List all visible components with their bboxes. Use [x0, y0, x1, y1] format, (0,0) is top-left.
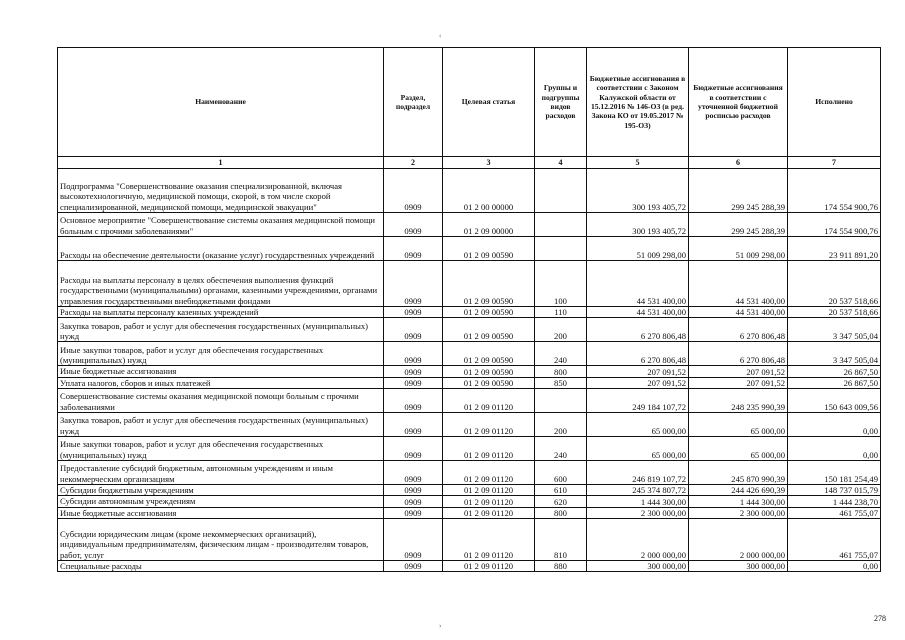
row-section: 0909 [384, 507, 443, 518]
column-header-law: Бюджетные ассигнования в соответствии с Законом Калужской области от 15.12.2016 № 146-ОЗ (в ред. Закона КО от 19.05.2017 № 195-ОЗ) [587, 48, 689, 157]
row-done-amount: 148 737 015,79 [788, 484, 881, 495]
row-name: Расходы на обеспечение деятельности (оказание услуг) государственных учреждений [58, 237, 384, 261]
row-done-amount: 0,00 [788, 436, 881, 460]
row-target: 01 2 09 00590 [443, 237, 535, 261]
row-plan-amount: 44 531 400,00 [689, 261, 788, 307]
row-name: Основное мероприятие "Совершенствование системы оказания медицинской помощи больным с прочими заболеваниями" [58, 213, 384, 237]
row-plan-amount: 6 270 806,48 [689, 342, 788, 366]
row-group: 110 [535, 307, 587, 318]
row-done-amount: 174 554 900,76 [788, 169, 881, 213]
row-group: 610 [535, 484, 587, 495]
budget-table [57, 47, 881, 572]
row-target: 01 2 09 01120 [443, 507, 535, 518]
row-target: 01 2 09 00590 [443, 366, 535, 377]
row-group: 850 [535, 377, 587, 388]
table-row [58, 507, 881, 518]
row-section: 0909 [384, 261, 443, 307]
table-row [58, 436, 881, 460]
row-plan-amount: 65 000,00 [689, 412, 788, 436]
row-group: 810 [535, 518, 587, 560]
column-header-plan: Бюджетные ассигнования в соответствии с уточненной бюджетной росписью расходов [689, 48, 788, 157]
table-row [58, 169, 881, 213]
column-number: 3 [443, 157, 535, 169]
row-name: Закупка товаров, работ и услуг для обеспечения государственных (муниципальных) нужд [58, 412, 384, 436]
row-target: 01 2 00 00000 [443, 169, 535, 213]
row-group: 200 [535, 318, 587, 342]
column-number: 1 [58, 157, 384, 169]
row-section: 0909 [384, 307, 443, 318]
row-done-amount: 461 755,07 [788, 507, 881, 518]
row-law-amount: 300 000,00 [587, 560, 689, 571]
row-done-amount: 3 347 505,04 [788, 318, 881, 342]
table-row [58, 484, 881, 495]
row-plan-amount: 65 000,00 [689, 436, 788, 460]
column-header-group: Группы и подгруппы видов расходов [535, 48, 587, 157]
table-row [58, 496, 881, 507]
row-group [535, 237, 587, 261]
table-row [58, 388, 881, 412]
row-law-amount: 249 184 107,72 [587, 388, 689, 412]
row-section: 0909 [384, 436, 443, 460]
row-section: 0909 [384, 237, 443, 261]
row-plan-amount: 244 426 690,39 [689, 484, 788, 495]
row-section: 0909 [384, 496, 443, 507]
row-group: 240 [535, 436, 587, 460]
table-row [58, 237, 881, 261]
row-plan-amount: 1 444 300,00 [689, 496, 788, 507]
row-target: 01 2 09 01120 [443, 496, 535, 507]
column-number: 4 [535, 157, 587, 169]
row-plan-amount: 248 235 990,39 [689, 388, 788, 412]
row-group: 800 [535, 507, 587, 518]
column-header-done: Исполнено [788, 48, 881, 157]
row-done-amount: 3 347 505,04 [788, 342, 881, 366]
row-name: Иные бюджетные ассигнования [58, 507, 384, 518]
row-name: Иные закупки товаров, работ и услуг для обеспечения государственных (муниципальных) нужд [58, 436, 384, 460]
row-plan-amount: 2 300 000,00 [689, 507, 788, 518]
row-done-amount: 20 537 518,66 [788, 307, 881, 318]
row-done-amount: 150 181 254,49 [788, 460, 881, 484]
row-law-amount: 65 000,00 [587, 436, 689, 460]
row-group [535, 169, 587, 213]
row-target: 01 2 09 00590 [443, 342, 535, 366]
column-number: 6 [689, 157, 788, 169]
row-target: 01 2 09 01120 [443, 518, 535, 560]
table-row [58, 366, 881, 377]
row-done-amount: 0,00 [788, 412, 881, 436]
row-done-amount: 174 554 900,76 [788, 213, 881, 237]
header-mark: ‹ [439, 32, 442, 40]
row-target: 01 2 09 00590 [443, 377, 535, 388]
row-law-amount: 44 531 400,00 [587, 261, 689, 307]
row-name: Субсидии автономным учреждениям [58, 496, 384, 507]
table-row [58, 460, 881, 484]
row-plan-amount: 207 091,52 [689, 366, 788, 377]
row-law-amount: 300 193 405,72 [587, 213, 689, 237]
table-row [58, 377, 881, 388]
header-row [58, 48, 881, 157]
row-group [535, 213, 587, 237]
table-row [58, 342, 881, 366]
row-section: 0909 [384, 518, 443, 560]
row-plan-amount: 245 870 990,39 [689, 460, 788, 484]
row-target: 01 2 09 01120 [443, 460, 535, 484]
row-section: 0909 [384, 484, 443, 495]
row-group: 200 [535, 412, 587, 436]
row-section: 0909 [384, 560, 443, 571]
column-number-row [58, 157, 881, 169]
row-law-amount: 6 270 806,48 [587, 318, 689, 342]
row-law-amount: 44 531 400,00 [587, 307, 689, 318]
row-plan-amount: 6 270 806,48 [689, 318, 788, 342]
row-group: 240 [535, 342, 587, 366]
row-done-amount: 26 867,50 [788, 366, 881, 377]
row-group: 880 [535, 560, 587, 571]
page-number: 278 [874, 614, 886, 623]
row-target: 01 2 09 01120 [443, 484, 535, 495]
row-plan-amount: 299 245 288,39 [689, 169, 788, 213]
table-row [58, 412, 881, 436]
table-row [58, 518, 881, 560]
row-target: 01 2 09 01120 [443, 412, 535, 436]
row-plan-amount: 207 091,52 [689, 377, 788, 388]
row-section: 0909 [384, 213, 443, 237]
row-target: 01 2 09 00590 [443, 261, 535, 307]
table-row [58, 307, 881, 318]
table-row [58, 261, 881, 307]
row-law-amount: 2 300 000,00 [587, 507, 689, 518]
column-header-name: Наименование [58, 48, 384, 157]
row-group: 100 [535, 261, 587, 307]
row-name: Субсидии бюджетным учреждениям [58, 484, 384, 495]
row-name: Совершенствование системы оказания медицинской помощи больным с прочими заболеваниями [58, 388, 384, 412]
row-target: 01 2 09 01120 [443, 388, 535, 412]
row-law-amount: 207 091,52 [587, 377, 689, 388]
row-section: 0909 [384, 169, 443, 213]
row-law-amount: 65 000,00 [587, 412, 689, 436]
row-law-amount: 2 000 000,00 [587, 518, 689, 560]
row-name: Расходы на выплаты персоналу в целях обеспечения выполнения функций государственными (муниципальными) органами, казенными учреждениями, органами управления государственными внебюджетными фондами [58, 261, 384, 307]
row-target: 01 2 09 00590 [443, 307, 535, 318]
row-name: Предоставление субсидий бюджетным, автономным учреждениям и иным некоммерческим организациям [58, 460, 384, 484]
row-law-amount: 245 374 807,72 [587, 484, 689, 495]
row-name: Специальные расходы [58, 560, 384, 571]
row-name: Иные бюджетные ассигнования [58, 366, 384, 377]
row-group: 600 [535, 460, 587, 484]
column-number: 5 [587, 157, 689, 169]
row-target: 01 2 09 00590 [443, 318, 535, 342]
row-section: 0909 [384, 388, 443, 412]
row-target: 01 2 09 00000 [443, 213, 535, 237]
row-section: 0909 [384, 377, 443, 388]
row-group: 620 [535, 496, 587, 507]
table-row [58, 318, 881, 342]
column-header-section: Раздел, подраздел [384, 48, 443, 157]
row-law-amount: 1 444 300,00 [587, 496, 689, 507]
row-plan-amount: 2 000 000,00 [689, 518, 788, 560]
column-number: 2 [384, 157, 443, 169]
row-target: 01 2 09 01120 [443, 560, 535, 571]
row-done-amount: 26 867,50 [788, 377, 881, 388]
row-done-amount: 461 755,07 [788, 518, 881, 560]
row-law-amount: 6 270 806,48 [587, 342, 689, 366]
row-plan-amount: 299 245 288,39 [689, 213, 788, 237]
row-done-amount: 150 643 009,56 [788, 388, 881, 412]
row-name: Закупка товаров, работ и услуг для обеспечения государственных (муниципальных) нужд [58, 318, 384, 342]
row-name: Подпрограмма "Совершенствование оказания специализированной, включая высокотехнологичную, медицинской помощи, скорой, в том числе скорой специализированной, медицинской помощи, медицинской эвакуации" [58, 169, 384, 213]
row-name: Субсидии юридическим лицам (кроме некоммерческих организаций), индивидуальным предпринимателям, физическим лицам - производителям товаров, работ, услуг [58, 518, 384, 560]
column-header-target: Целевая статья [443, 48, 535, 157]
row-plan-amount: 44 531 400,00 [689, 307, 788, 318]
row-name: Уплата налогов, сборов и иных платежей [58, 377, 384, 388]
row-plan-amount: 300 000,00 [689, 560, 788, 571]
row-section: 0909 [384, 342, 443, 366]
table-row [58, 560, 881, 571]
row-target: 01 2 09 01120 [443, 436, 535, 460]
row-law-amount: 207 091,52 [587, 366, 689, 377]
row-section: 0909 [384, 412, 443, 436]
row-plan-amount: 51 009 298,00 [689, 237, 788, 261]
table-row [58, 213, 881, 237]
column-number: 7 [788, 157, 881, 169]
row-section: 0909 [384, 460, 443, 484]
row-done-amount: 1 444 238,70 [788, 496, 881, 507]
row-done-amount: 0,00 [788, 560, 881, 571]
row-section: 0909 [384, 318, 443, 342]
row-group: 800 [535, 366, 587, 377]
row-done-amount: 23 911 891,20 [788, 237, 881, 261]
row-law-amount: 300 193 405,72 [587, 169, 689, 213]
row-section: 0909 [384, 366, 443, 377]
row-name: Расходы на выплаты персоналу казенных учреждений [58, 307, 384, 318]
row-done-amount: 20 537 518,66 [788, 261, 881, 307]
row-law-amount: 246 819 107,72 [587, 460, 689, 484]
row-law-amount: 51 009 298,00 [587, 237, 689, 261]
row-group [535, 388, 587, 412]
row-name: Иные закупки товаров, работ и услуг для обеспечения государственных (муниципальных) нужд [58, 342, 384, 366]
footer-mark: › [439, 622, 442, 630]
